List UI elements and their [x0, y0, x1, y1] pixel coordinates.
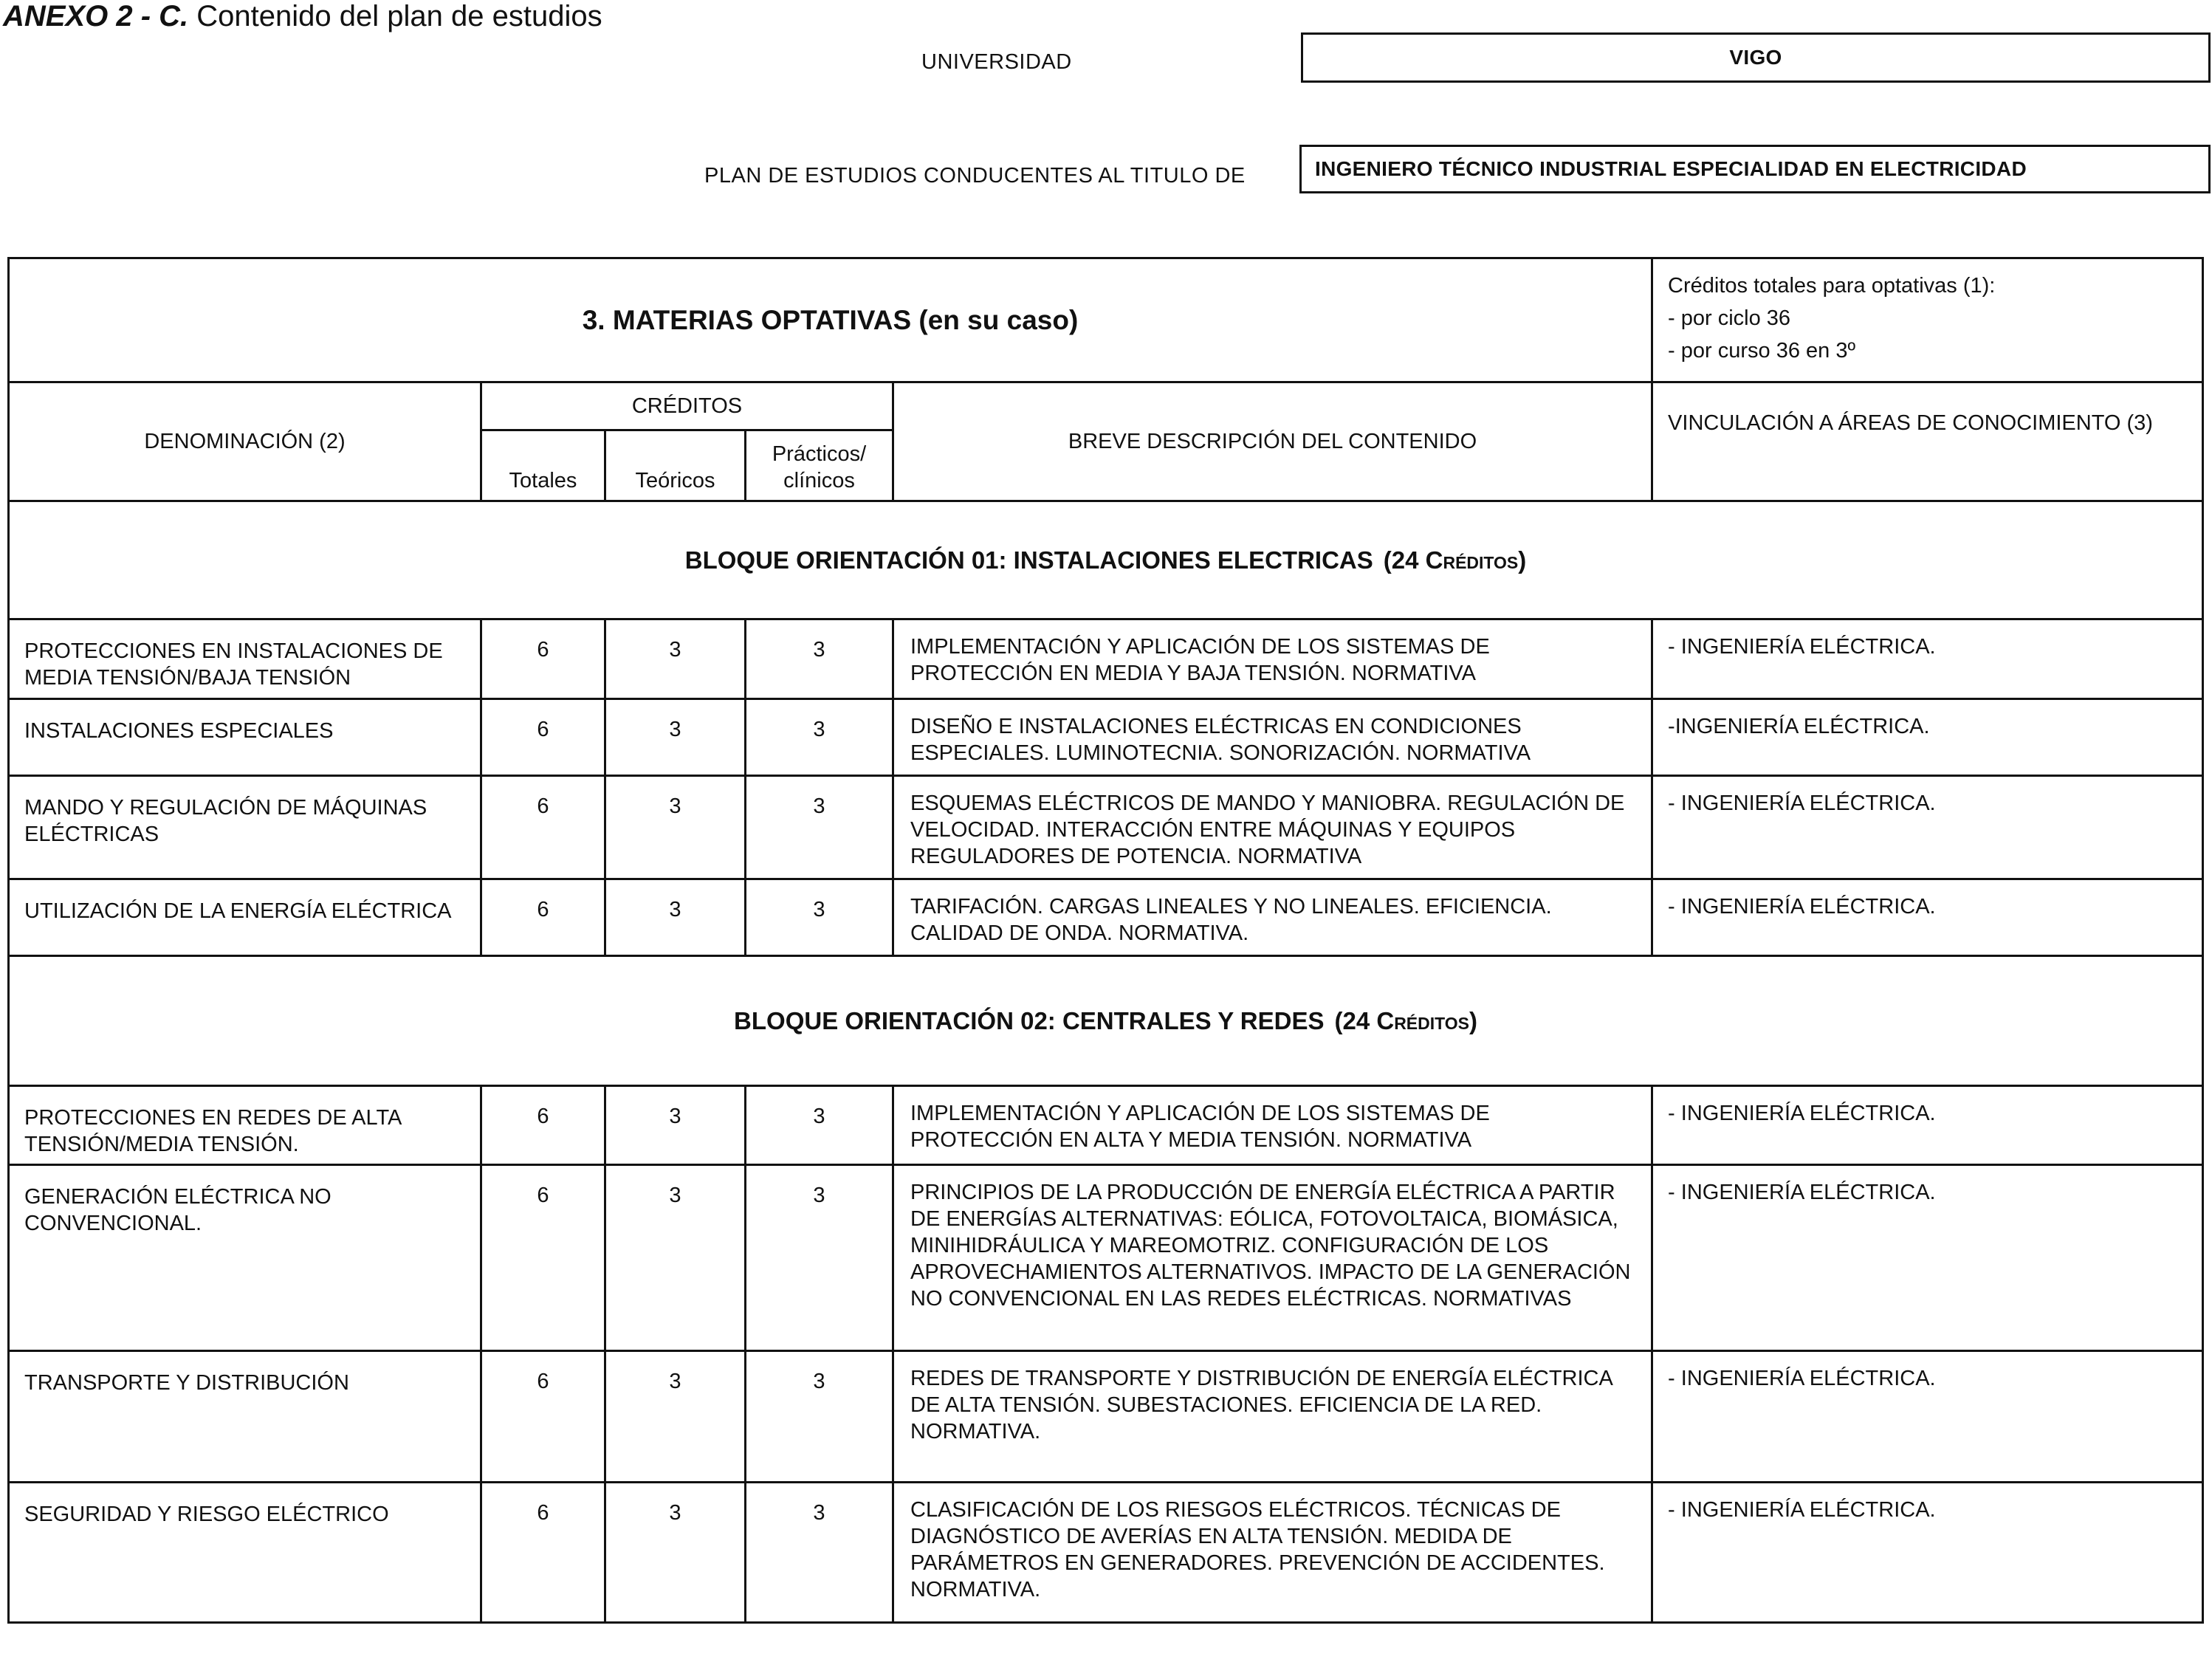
subject-description: ESQUEMAS ELÉCTRICOS DE MANDO Y MANIOBRA. REGULACIÓN DE VELOCIDAD. INTERACCIÓN ENTRE MÁQUINAS Y EQUIPOS REGULADORES DE POTENCIA. NORMATIVA	[893, 776, 1652, 879]
knowledge-area: - INGENIERÍA ELÉCTRICA.	[1652, 776, 2203, 879]
credits-totales: 6	[481, 699, 605, 776]
credits-teoricos: 3	[605, 1086, 746, 1165]
knowledge-area: - INGENIERÍA ELÉCTRICA.	[1652, 1351, 2203, 1483]
credits-practicos: 3	[746, 1483, 893, 1623]
credits-teoricos: 3	[605, 1483, 746, 1623]
credits-teoricos: 3	[605, 776, 746, 879]
credits-total-line: - por curso 36 en 3º	[1668, 339, 1856, 363]
credits-practicos: 3	[746, 1351, 893, 1483]
knowledge-area: - INGENIERÍA ELÉCTRICA.	[1652, 619, 2203, 699]
subject-row	[9, 1351, 2203, 1483]
col-header-teoricos: Teóricos	[605, 430, 746, 501]
subject-row	[9, 619, 2203, 699]
subject-row	[9, 1165, 2203, 1351]
credits-totales: 6	[481, 1086, 605, 1165]
credits-total-line: - por ciclo 36	[1668, 306, 1791, 330]
credits-total-line: Créditos totales para optativas (1):	[1668, 274, 1996, 298]
subject-row	[9, 1483, 2203, 1623]
credits-practicos: 3	[746, 879, 893, 956]
credits-totales: 6	[481, 619, 605, 699]
block-title	[9, 501, 2203, 619]
block-title-text: BLOQUE ORIENTACIÓN 02: CENTRALES Y REDES	[734, 1006, 1325, 1034]
credits-teoricos: 3	[605, 879, 746, 956]
plan-label: PLAN DE ESTUDIOS CONDUCENTES AL TITULO DE	[704, 164, 1246, 188]
knowledge-area: - INGENIERÍA ELÉCTRICA.	[1652, 1086, 2203, 1165]
subject-description: IMPLEMENTACIÓN Y APLICACIÓN DE LOS SISTEMAS DE PROTECCIÓN EN MEDIA Y BAJA TENSIÓN. NORMATIVA	[893, 619, 1652, 699]
annex-label: ANEXO 2 - C.	[3, 0, 189, 32]
university-label: UNIVERSIDAD	[921, 50, 1072, 74]
credits-totales: 6	[481, 1483, 605, 1623]
subject-description: TARIFACIÓN. CARGAS LINEALES Y NO LINEALES. EFICIENCIA. CALIDAD DE ONDA. NORMATIVA.	[893, 879, 1652, 956]
subject-name: INSTALACIONES ESPECIALES	[9, 699, 481, 776]
col-header-creditos: CRÉDITOS	[481, 382, 893, 430]
subject-name: PROTECCIONES EN REDES DE ALTA TENSIÓN/MEDIA TENSIÓN.	[9, 1086, 481, 1165]
credits-practicos: 3	[746, 699, 893, 776]
block-credits: (24 Créditos)	[1383, 546, 1527, 574]
block-title-text: BLOQUE ORIENTACIÓN 01: INSTALACIONES ELECTRICAS	[684, 546, 1373, 574]
credits-teoricos: 3	[605, 699, 746, 776]
subject-name: UTILIZACIÓN DE LA ENERGÍA ELÉCTRICA	[9, 879, 481, 956]
credits-totales: 6	[481, 1165, 605, 1351]
credits-totales: 6	[481, 879, 605, 956]
plan-value: INGENIERO TÉCNICO INDUSTRIAL ESPECIALIDAD EN ELECTRICIDAD	[1315, 157, 2027, 180]
credits-practicos: 3	[746, 1086, 893, 1165]
section-title: 3. MATERIAS OPTATIVAS (en su caso)	[9, 258, 1652, 382]
col-header-denominacion: DENOMINACIÓN (2)	[9, 382, 481, 501]
subject-name: GENERACIÓN ELÉCTRICA NO CONVENCIONAL.	[9, 1165, 481, 1351]
subject-description: PRINCIPIOS DE LA PRODUCCIÓN DE ENERGÍA ELÉCTRICA A PARTIR DE ENERGÍAS ALTERNATIVAS: EÓLICA, FOTOVOLTAICA, BIOMÁSICA, MINIHIDRÁULICA Y MAREOMOTRIZ. CONFIGURACIÓN DE LOS APROVECHAMIENTOS ALTERNATIVOS. IMPACTO DE LA GENERACIÓN NO CONVENCIONAL EN LAS REDES ELÉCTRICAS. NORMATIVAS	[893, 1165, 1652, 1351]
subject-row	[9, 776, 2203, 879]
credits-totales: 6	[481, 1351, 605, 1483]
col-header-totales: Totales	[481, 430, 605, 501]
knowledge-area: - INGENIERÍA ELÉCTRICA.	[1652, 1165, 2203, 1351]
subject-description: IMPLEMENTACIÓN Y APLICACIÓN DE LOS SISTEMAS DE PROTECCIÓN EN ALTA Y MEDIA TENSIÓN. NORMATIVA	[893, 1086, 1652, 1165]
block-header-row	[9, 956, 2203, 1086]
document-title	[3, 0, 602, 33]
col-header-practicos: Prácticos/ clínicos	[746, 430, 893, 501]
subject-row	[9, 1086, 2203, 1165]
table-title-row	[9, 258, 2203, 382]
subject-name: PROTECCIONES EN INSTALACIONES DE MEDIA TENSIÓN/BAJA TENSIÓN	[9, 619, 481, 699]
optional-subjects-table	[7, 257, 2204, 1624]
column-header-row	[9, 382, 2203, 430]
subject-name: TRANSPORTE Y DISTRIBUCIÓN	[9, 1351, 481, 1483]
university-value: VIGO	[1729, 46, 1782, 69]
block-credits: (24 Créditos)	[1334, 1006, 1477, 1034]
subject-name: MANDO Y REGULACIÓN DE MÁQUINAS ELÉCTRICAS	[9, 776, 481, 879]
credits-teoricos: 3	[605, 619, 746, 699]
university-field[interactable]	[1301, 32, 2211, 83]
credits-total-cell	[1652, 258, 2203, 382]
block-header-row	[9, 501, 2203, 619]
credits-totales: 6	[481, 776, 605, 879]
annex-title: Contenido del plan de estudios	[196, 0, 602, 32]
credits-teoricos: 3	[605, 1165, 746, 1351]
col-header-descripcion: BREVE DESCRIPCIÓN DEL CONTENIDO	[893, 382, 1652, 501]
credits-practicos: 3	[746, 776, 893, 879]
knowledge-area: -INGENIERÍA ELÉCTRICA.	[1652, 699, 2203, 776]
credits-teoricos: 3	[605, 1351, 746, 1483]
credits-practicos: 3	[746, 1165, 893, 1351]
knowledge-area: - INGENIERÍA ELÉCTRICA.	[1652, 879, 2203, 956]
col-header-vinculacion: VINCULACIÓN A ÁREAS DE CONOCIMIENTO (3)	[1652, 382, 2203, 501]
subject-row	[9, 879, 2203, 956]
subject-description: CLASIFICACIÓN DE LOS RIESGOS ELÉCTRICOS. TÉCNICAS DE DIAGNÓSTICO DE AVERÍAS EN ALTA TENSIÓN. MEDIDA DE PARÁMETROS EN GENERADORES. PREVENCIÓN DE ACCIDENTES. NORMATIVA.	[893, 1483, 1652, 1623]
block-title	[9, 956, 2203, 1086]
subject-description: DISEÑO E INSTALACIONES ELÉCTRICAS EN CONDICIONES ESPECIALES. LUMINOTECNIA. SONORIZACIÓN. NORMATIVA	[893, 699, 1652, 776]
subject-name: SEGURIDAD Y RIESGO ELÉCTRICO	[9, 1483, 481, 1623]
knowledge-area: - INGENIERÍA ELÉCTRICA.	[1652, 1483, 2203, 1623]
subject-row	[9, 699, 2203, 776]
subject-description: REDES DE TRANSPORTE Y DISTRIBUCIÓN DE ENERGÍA ELÉCTRICA DE ALTA TENSIÓN. SUBESTACIONES. EFICIENCIA DE LA RED. NORMATIVA.	[893, 1351, 1652, 1483]
credits-practicos: 3	[746, 619, 893, 699]
plan-field[interactable]	[1299, 145, 2211, 193]
